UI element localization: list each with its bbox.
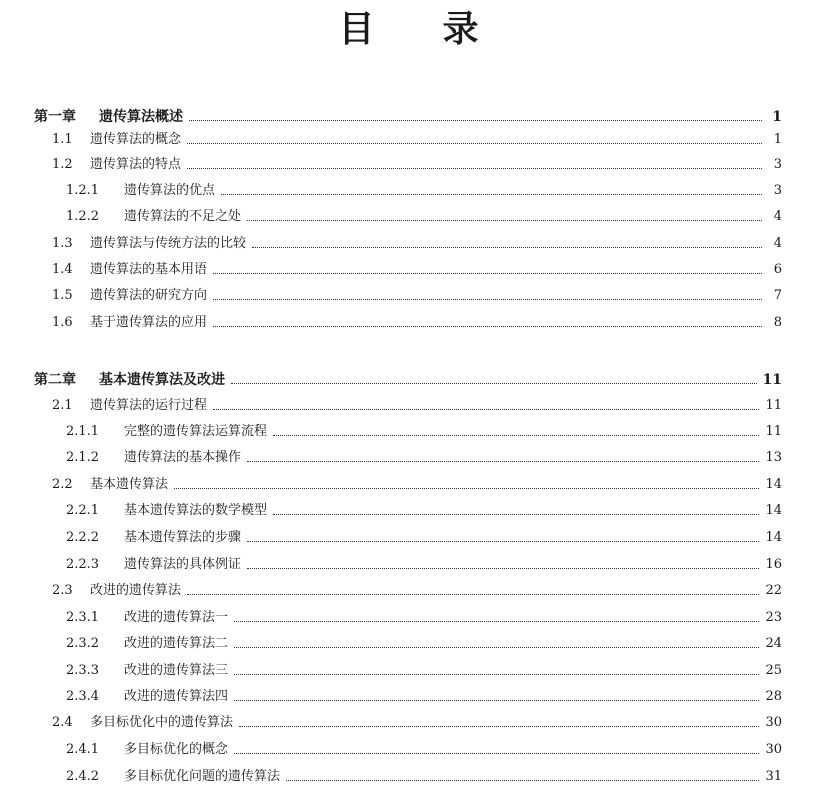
toc-entry-number: 2.2 bbox=[52, 477, 73, 492]
toc-entry-number: 第一章 bbox=[34, 109, 76, 125]
toc-entry-label: 基本遗传算法及改进 bbox=[99, 372, 225, 388]
dot-leader bbox=[234, 673, 759, 675]
toc-entry-number: 2.1.1 bbox=[66, 424, 100, 439]
toc-entry-label: 遗传算法的基本用语 bbox=[90, 262, 208, 277]
dot-leader bbox=[273, 434, 759, 436]
dot-leader bbox=[187, 167, 762, 169]
toc-entry bbox=[52, 314, 782, 332]
toc-entry-page: 11 bbox=[765, 424, 782, 439]
toc-entry-page: 13 bbox=[765, 450, 782, 465]
toc-entry-number: 2.2.3 bbox=[66, 557, 100, 572]
toc-entry-number: 2.1 bbox=[52, 398, 73, 413]
toc-entry-label: 多目标优化中的遗传算法 bbox=[90, 715, 234, 730]
toc-entry-label: 改进的遗传算法二 bbox=[124, 636, 229, 651]
dot-leader bbox=[234, 752, 759, 754]
toc-entry bbox=[52, 476, 782, 494]
toc-entry-number: 2.4.1 bbox=[66, 742, 100, 757]
toc-entry-number: 2.3.3 bbox=[66, 663, 100, 678]
toc-entry-page: 1 bbox=[772, 109, 782, 125]
toc-entry-page: 4 bbox=[773, 236, 782, 251]
toc-entry-page: 3 bbox=[773, 157, 782, 172]
toc-entry bbox=[52, 131, 782, 149]
toc-entry-number: 1.1 bbox=[52, 132, 73, 147]
dot-leader bbox=[234, 699, 759, 701]
toc-entry bbox=[52, 235, 782, 253]
page-title-char-1: 目 bbox=[338, 9, 375, 50]
toc-entry bbox=[52, 156, 782, 174]
toc-entry-label: 改进的遗传算法三 bbox=[124, 663, 229, 678]
toc-entry-label: 遗传算法的特点 bbox=[90, 157, 182, 172]
dot-leader bbox=[189, 119, 762, 121]
toc-entry-label: 遗传算法的概念 bbox=[90, 132, 182, 147]
toc-chapter-entry bbox=[34, 371, 782, 389]
toc-entry-number: 2.4.2 bbox=[66, 769, 100, 784]
toc-entry-label: 遗传算法的基本操作 bbox=[124, 450, 242, 465]
toc-entry bbox=[52, 714, 782, 732]
toc-entry-page: 30 bbox=[765, 715, 782, 730]
toc-entry bbox=[66, 662, 782, 680]
dot-leader bbox=[247, 219, 762, 221]
toc-entry-page: 14 bbox=[765, 530, 782, 545]
toc-entry-page: 31 bbox=[765, 769, 782, 784]
toc-entry-number: 2.2.1 bbox=[66, 503, 100, 518]
toc-entry-label: 基本遗传算法的步骤 bbox=[124, 530, 242, 545]
toc-entry bbox=[52, 397, 782, 415]
toc-entry-page: 6 bbox=[773, 262, 782, 277]
dot-leader bbox=[174, 487, 759, 489]
dot-leader bbox=[213, 298, 762, 300]
dot-leader bbox=[213, 325, 762, 327]
dot-leader bbox=[247, 540, 759, 542]
toc-entry bbox=[52, 261, 782, 279]
toc-entry bbox=[66, 423, 782, 441]
dot-leader bbox=[247, 460, 759, 462]
toc-entry bbox=[66, 688, 782, 706]
toc-entry bbox=[66, 182, 782, 200]
dot-leader bbox=[234, 620, 759, 622]
toc-entry-number: 2.3.4 bbox=[66, 689, 100, 704]
toc-entry-number: 1.6 bbox=[52, 315, 73, 330]
toc-entry bbox=[52, 582, 782, 600]
toc-entry-number: 1.2.2 bbox=[66, 209, 100, 224]
toc-entry-label: 遗传算法的具体例证 bbox=[124, 557, 242, 572]
dot-leader bbox=[221, 193, 762, 195]
toc-entry-page: 8 bbox=[773, 315, 782, 330]
toc-entry-page: 30 bbox=[765, 742, 782, 757]
toc-entry-page: 24 bbox=[765, 636, 782, 651]
toc-entry bbox=[66, 529, 782, 547]
dot-leader bbox=[213, 272, 762, 274]
toc-entry-page: 1 bbox=[773, 132, 782, 147]
page-title bbox=[0, 8, 817, 52]
toc-entry-label: 遗传算法的不足之处 bbox=[124, 209, 242, 224]
dot-leader bbox=[239, 725, 759, 727]
toc-entry-label: 多目标优化的概念 bbox=[124, 742, 229, 757]
toc-entry-page: 23 bbox=[765, 610, 782, 625]
toc-entry bbox=[66, 502, 782, 520]
toc-entry-label: 遗传算法的优点 bbox=[124, 183, 216, 198]
toc-entry-number: 第二章 bbox=[34, 372, 76, 388]
page-title-char-2: 录 bbox=[442, 9, 479, 50]
toc-entry bbox=[66, 208, 782, 226]
toc-entry bbox=[66, 609, 782, 627]
toc-entry bbox=[66, 768, 782, 786]
dot-leader bbox=[234, 646, 759, 648]
toc-entry bbox=[66, 556, 782, 574]
toc-entry-number: 2.3.1 bbox=[66, 610, 100, 625]
toc-entry-label: 遗传算法的运行过程 bbox=[90, 398, 208, 413]
toc-entry-page: 4 bbox=[773, 209, 782, 224]
toc-entry-number: 1.2 bbox=[52, 157, 73, 172]
toc-entry-number: 2.3.2 bbox=[66, 636, 100, 651]
toc-entry-label: 基本遗传算法 bbox=[90, 477, 169, 492]
dot-leader bbox=[252, 246, 762, 248]
toc-entry-page: 14 bbox=[765, 477, 782, 492]
toc-entry-number: 1.5 bbox=[52, 288, 73, 303]
toc-entry-number: 2.3 bbox=[52, 583, 73, 598]
toc-entry-number: 1.4 bbox=[52, 262, 73, 277]
toc-entry-page: 28 bbox=[765, 689, 782, 704]
toc-entry-label: 基本遗传算法的数学模型 bbox=[124, 503, 268, 518]
toc-entry bbox=[66, 741, 782, 759]
toc-entry-number: 2.4 bbox=[52, 715, 73, 730]
dot-leader bbox=[247, 567, 759, 569]
toc-entry bbox=[52, 287, 782, 305]
dot-leader bbox=[273, 513, 759, 515]
toc-entry-label: 遗传算法概述 bbox=[99, 109, 183, 125]
toc-entry-label: 改进的遗传算法四 bbox=[124, 689, 229, 704]
toc-entry-number: 2.1.2 bbox=[66, 450, 100, 465]
toc-entry bbox=[66, 449, 782, 467]
toc-entry-page: 25 bbox=[765, 663, 782, 678]
dot-leader bbox=[231, 382, 757, 384]
toc-entry-label: 多目标优化问题的遗传算法 bbox=[124, 769, 281, 784]
toc-entry-page: 22 bbox=[765, 583, 782, 598]
toc-entry-page: 14 bbox=[765, 503, 782, 518]
toc-entry-page: 11 bbox=[762, 372, 782, 388]
toc-entry-number: 1.3 bbox=[52, 236, 73, 251]
toc-entry-page: 3 bbox=[773, 183, 782, 198]
toc-chapter-entry bbox=[34, 108, 782, 126]
toc-entry-label: 基于遗传算法的应用 bbox=[90, 315, 208, 330]
dot-leader bbox=[286, 779, 759, 781]
toc-entry bbox=[66, 635, 782, 653]
toc-entry-label: 改进的遗传算法一 bbox=[124, 610, 229, 625]
toc-entry-page: 11 bbox=[765, 398, 782, 413]
toc-entry-page: 16 bbox=[765, 557, 782, 572]
toc-entry-label: 遗传算法的研究方向 bbox=[90, 288, 208, 303]
toc-entry-page: 7 bbox=[773, 288, 782, 303]
dot-leader bbox=[187, 142, 762, 144]
toc-entry-number: 1.2.1 bbox=[66, 183, 100, 198]
toc-entry-number: 2.2.2 bbox=[66, 530, 100, 545]
dot-leader bbox=[213, 408, 759, 410]
toc-entry-label: 完整的遗传算法运算流程 bbox=[124, 424, 268, 439]
toc-entry-label: 改进的遗传算法 bbox=[90, 583, 182, 598]
dot-leader bbox=[187, 593, 759, 595]
toc-entry-label: 遗传算法与传统方法的比较 bbox=[90, 236, 247, 251]
